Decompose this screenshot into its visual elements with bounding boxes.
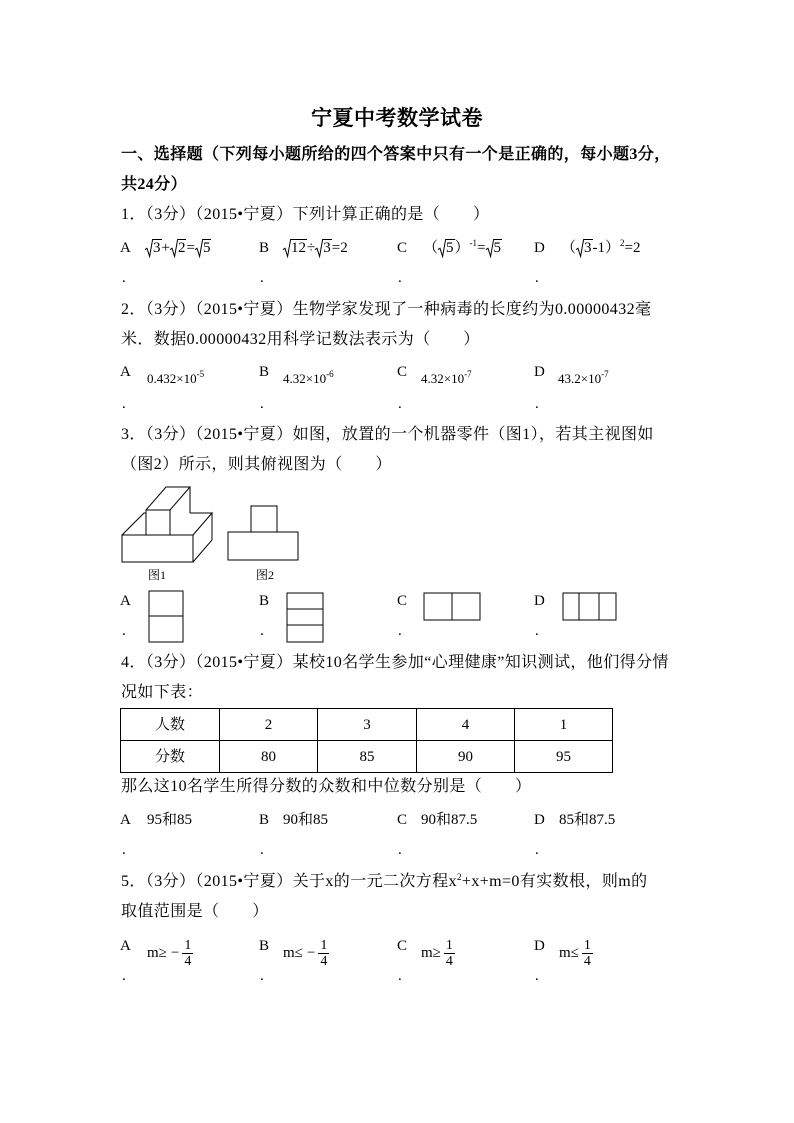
operator: ÷ — [307, 240, 316, 256]
radicand: 5 — [493, 240, 501, 256]
q5-stem-part1: 5．（3分）（2015•宁夏）关于x的一元二次方程x — [121, 873, 458, 890]
q4-stem-line1: 4．（3分）（2015•宁夏）某校10名学生参加“心理健康”知识测试，他们得分情 — [121, 654, 669, 671]
q3-option-b-shape — [285, 591, 325, 644]
q4-option-b-letter: B — [259, 812, 270, 828]
table-cell: 85 — [318, 741, 417, 773]
exponent: -7 — [601, 369, 609, 379]
q4-option-a-dot: . — [122, 842, 126, 858]
minus-one: -1 — [592, 240, 606, 256]
figure2-label: 图2 — [256, 568, 275, 582]
radical — [283, 239, 307, 257]
q2-option-d-value — [558, 369, 609, 389]
relation: m≤ — [283, 944, 303, 961]
q3-option-c-letter: C — [397, 593, 408, 609]
q1-option-a-dot: . — [122, 270, 126, 286]
radical-sign — [145, 239, 153, 257]
radical — [315, 239, 332, 257]
score-table — [120, 708, 613, 773]
denominator: 4 — [184, 954, 192, 969]
q2-option-b-dot: . — [260, 396, 264, 412]
q1-option-b-dot: . — [260, 270, 264, 286]
q1-option-d-letter: D — [534, 240, 545, 256]
minus-sign: − — [170, 944, 180, 961]
fraction — [318, 938, 329, 969]
front-view-lower-rect — [228, 532, 298, 560]
lower-block-top-left-edge — [122, 513, 146, 535]
radical-sign — [283, 239, 291, 257]
q5-option-c-dot: . — [398, 968, 402, 984]
q3-stem-line1: 3．（3分）（2015•宁夏）如图，放置的一个机器零件（图1），若其主视图如 — [121, 426, 654, 443]
radical-sign — [170, 239, 178, 257]
lower-block-right-face — [193, 513, 212, 562]
relation: m≥ — [421, 944, 441, 961]
q3-option-b-dot: . — [260, 623, 264, 639]
q5-option-c-expression — [421, 938, 455, 969]
q1-option-b-expression — [283, 238, 348, 258]
minus-sign: − — [306, 944, 316, 961]
fraction — [182, 938, 193, 969]
radicand: 3 — [584, 240, 592, 256]
q5-option-c-letter: C — [397, 938, 408, 954]
table-cell: 1 — [515, 709, 613, 741]
q5-option-d-dot: . — [535, 968, 539, 984]
radical-sign — [576, 239, 584, 257]
q2-option-a-value — [147, 369, 204, 389]
result: =2 — [331, 240, 348, 256]
q2-option-c-dot: . — [398, 396, 402, 412]
q2-option-a-letter: A — [120, 364, 131, 380]
table-cell: 80 — [220, 741, 318, 773]
figure1-machine-part — [118, 484, 216, 566]
radicand: 3 — [323, 240, 331, 256]
table-cell: 分数 — [121, 741, 220, 773]
q4-option-d-dot: . — [535, 842, 539, 858]
relation: m≥ — [147, 944, 167, 961]
mantissa: 4.32×10 — [421, 371, 465, 386]
q2-option-d-letter: D — [534, 364, 545, 380]
front-view-upper-rect — [251, 506, 277, 532]
q3-option-a-dot: . — [122, 623, 126, 639]
radical — [486, 239, 503, 257]
left-paren: （ — [561, 240, 577, 256]
q5-option-b-dot: . — [260, 968, 264, 984]
q1-option-c-dot: . — [398, 270, 402, 286]
q5-option-d-expression — [559, 938, 593, 969]
radical — [195, 239, 212, 257]
q5-stem-line1 — [121, 872, 647, 892]
table-row — [121, 709, 613, 741]
upper-block-top-face — [146, 487, 190, 510]
figure2-front-view — [226, 504, 300, 562]
fraction — [444, 938, 455, 969]
q4-option-a-letter: A — [120, 812, 131, 828]
q4-option-c-dot: . — [398, 842, 402, 858]
q5-option-a-dot: . — [122, 968, 126, 984]
q1-stem: 1．（3分）（2015•宁夏）下列计算正确的是（ ） — [121, 206, 490, 223]
denominator: 4 — [583, 954, 591, 969]
q4-option-d-text: 85和87.5 — [559, 812, 616, 828]
q5-option-a-expression — [147, 938, 193, 969]
outline — [563, 593, 616, 620]
result: =2 — [624, 240, 641, 256]
radicand: 2 — [177, 240, 186, 256]
q1-option-b-letter: B — [259, 240, 270, 256]
q1-option-d-dot: . — [535, 270, 539, 286]
q2-option-b-value — [283, 369, 334, 389]
q1-option-a-expression — [145, 238, 211, 258]
section-header-line2: 共24分） — [121, 176, 188, 193]
lower-block-front-face — [122, 535, 193, 562]
numerator: 1 — [184, 938, 192, 953]
section-header-line1: 一、选择题（下列每小题所给的四个答案中只有一个是正确的，每小题3分， — [121, 146, 671, 163]
radicand: 5 — [446, 240, 454, 256]
table-cell: 4 — [417, 709, 515, 741]
q3-option-a-shape — [147, 589, 185, 644]
page-title: 宁夏中考数学试卷 — [311, 106, 483, 130]
q3-option-b-letter: B — [259, 593, 270, 609]
radicand: 3 — [153, 240, 161, 256]
radical — [170, 239, 187, 257]
q3-stem-line2: （图2）所示，则其俯视图为（ ） — [121, 456, 392, 473]
exponent: 2 — [620, 238, 625, 248]
q5-option-b-letter: B — [259, 938, 270, 954]
radical — [145, 239, 162, 257]
operator: + — [161, 240, 170, 256]
q4-option-c-letter: C — [397, 812, 408, 828]
radicand: 5 — [202, 240, 211, 256]
radical-sign — [438, 239, 446, 257]
q3-option-c-shape — [422, 591, 482, 622]
exponent: -6 — [326, 369, 334, 379]
q2-option-d-dot: . — [535, 396, 539, 412]
fraction — [582, 938, 593, 969]
q5-option-d-letter: D — [534, 938, 545, 954]
right-paren: ） — [605, 240, 621, 256]
table-cell: 2 — [220, 709, 318, 741]
radical — [438, 239, 455, 257]
q2-option-c-value — [421, 369, 472, 389]
q3-option-d-dot: . — [535, 623, 539, 639]
left-paren: （ — [423, 240, 439, 256]
outline — [287, 593, 323, 642]
denominator: 4 — [320, 954, 328, 969]
q4-option-b-dot: . — [260, 842, 264, 858]
q3-option-d-letter: D — [534, 593, 545, 609]
q4-option-b-text: 90和85 — [283, 812, 329, 828]
radicand: 12 — [291, 240, 306, 256]
q2-option-b-letter: B — [259, 364, 270, 380]
mantissa: 4.32×10 — [283, 371, 327, 386]
q4-option-d-letter: D — [534, 812, 545, 828]
q1-option-c-expression — [423, 238, 502, 258]
q2-stem-line1: 2．（3分）（2015•宁夏）生物学家发现了一种病毒的长度约为0.00000432毫 — [121, 301, 652, 318]
denominator: 4 — [445, 954, 453, 969]
q1-option-a-letter: A — [120, 240, 131, 256]
numerator: 1 — [583, 938, 591, 953]
q2-option-c-letter: C — [397, 364, 408, 380]
upper-block-front-face — [146, 510, 170, 535]
radical — [576, 239, 593, 257]
equals: = — [477, 240, 486, 256]
relation: m≤ — [559, 944, 579, 961]
q3-option-d-shape — [561, 591, 618, 622]
exponent: -7 — [464, 369, 472, 379]
figure1-label: 图1 — [148, 568, 167, 582]
q4-stem-line2: 况如下表： — [121, 684, 204, 701]
q4-follow-up: 那么这10名学生所得分数的众数和中位数分别是（ ） — [121, 778, 532, 795]
radical-sign — [315, 239, 323, 257]
numerator: 1 — [320, 938, 328, 953]
q5-option-a-letter: A — [120, 938, 131, 954]
q5-stem-line2: 取值范围是（ ） — [121, 903, 269, 920]
right-paren: ） — [454, 240, 470, 256]
table-cell: 95 — [515, 741, 613, 773]
q4-option-c-text: 90和87.5 — [421, 812, 478, 828]
q5-stem-part2: +x+m=0有实数根，则m的 — [461, 873, 648, 890]
q5-stem-exponent: 2 — [457, 872, 462, 882]
q3-option-a-letter: A — [120, 593, 131, 609]
exponent: -1 — [469, 238, 478, 248]
q2-stem-line2: 米．数据0.00000432用科学记数法表示为（ ） — [121, 331, 480, 348]
q4-option-a-text: 95和85 — [147, 812, 193, 828]
table-cell: 3 — [318, 709, 417, 741]
q1-option-d-expression — [561, 238, 641, 258]
mantissa: 0.432×10 — [147, 371, 197, 386]
exponent: -5 — [196, 369, 205, 379]
numerator: 1 — [445, 938, 453, 953]
radical-sign — [486, 239, 494, 257]
table-row — [121, 741, 613, 773]
table-cell: 人数 — [121, 709, 220, 741]
q3-option-c-dot: . — [398, 623, 402, 639]
table-cell: 90 — [417, 741, 515, 773]
q2-option-a-dot: . — [122, 396, 126, 412]
radical-sign — [195, 239, 203, 257]
q5-option-b-expression — [283, 938, 329, 969]
equals: = — [186, 240, 195, 256]
q1-option-c-letter: C — [397, 240, 408, 256]
mantissa: 43.2×10 — [558, 371, 602, 386]
